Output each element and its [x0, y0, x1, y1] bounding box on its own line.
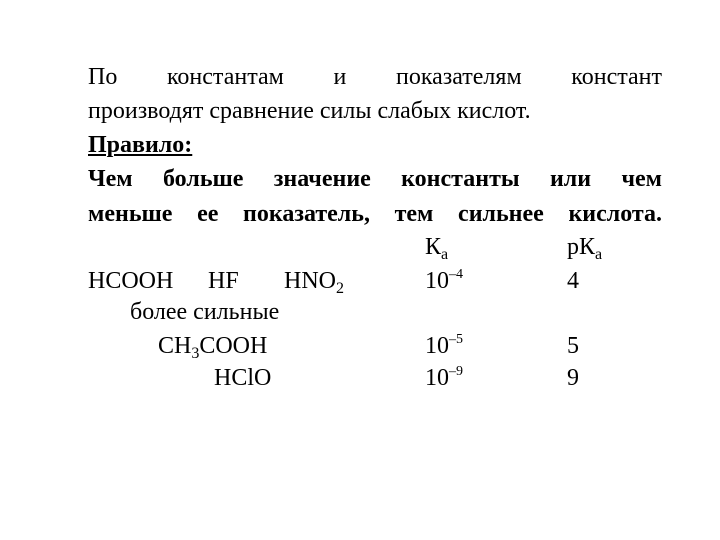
intro-line-1: По константам и показателям констант [88, 64, 662, 90]
row1-ka-base: 10 [425, 268, 449, 294]
row1-acid-hcooh: HCOOH [88, 268, 174, 294]
row3-pka: 9 [567, 365, 579, 391]
row2-acid [158, 331, 267, 361]
row2-acid-sub: 3 [191, 345, 200, 362]
row2-ka [425, 331, 463, 361]
row1-acid-hno2-main: HNO [284, 268, 336, 294]
intro-line-2: производят сравнение силы слабых кислот. [88, 98, 531, 124]
stronger-label: более сильные [130, 299, 280, 325]
row3-ka [425, 363, 463, 393]
row3-acid: HClO [214, 365, 272, 391]
header-ka [425, 232, 448, 262]
row1-pka: 4 [567, 268, 579, 294]
rule-heading: Правило: [88, 132, 193, 158]
row1-ka-exp: –4 [449, 267, 463, 282]
row2-acid-part1: CH [158, 333, 192, 359]
row1-acid-hno2-sub: 2 [336, 280, 344, 297]
row1-acid-hf: HF [208, 268, 239, 294]
row1-acid-hno2 [284, 266, 344, 296]
row2-ka-exp: –5 [449, 332, 463, 347]
header-ka-main: К [425, 234, 442, 260]
rule-line-2: меньше ее показатель, тем сильнее кислота. [88, 201, 662, 227]
row2-pka: 5 [567, 333, 579, 359]
row3-ka-base: 10 [425, 365, 449, 391]
header-ka-sub: а [441, 246, 449, 263]
header-pka [567, 232, 602, 262]
row2-acid-part2: COOH [199, 333, 268, 359]
row2-ka-base: 10 [425, 333, 449, 359]
header-pka-sub: а [595, 246, 603, 263]
rule-line-1: Чем больше значение константы или чем [88, 166, 662, 192]
header-pka-main: рК [567, 234, 596, 260]
row3-ka-exp: –9 [449, 364, 463, 379]
row1-ka [425, 266, 463, 296]
